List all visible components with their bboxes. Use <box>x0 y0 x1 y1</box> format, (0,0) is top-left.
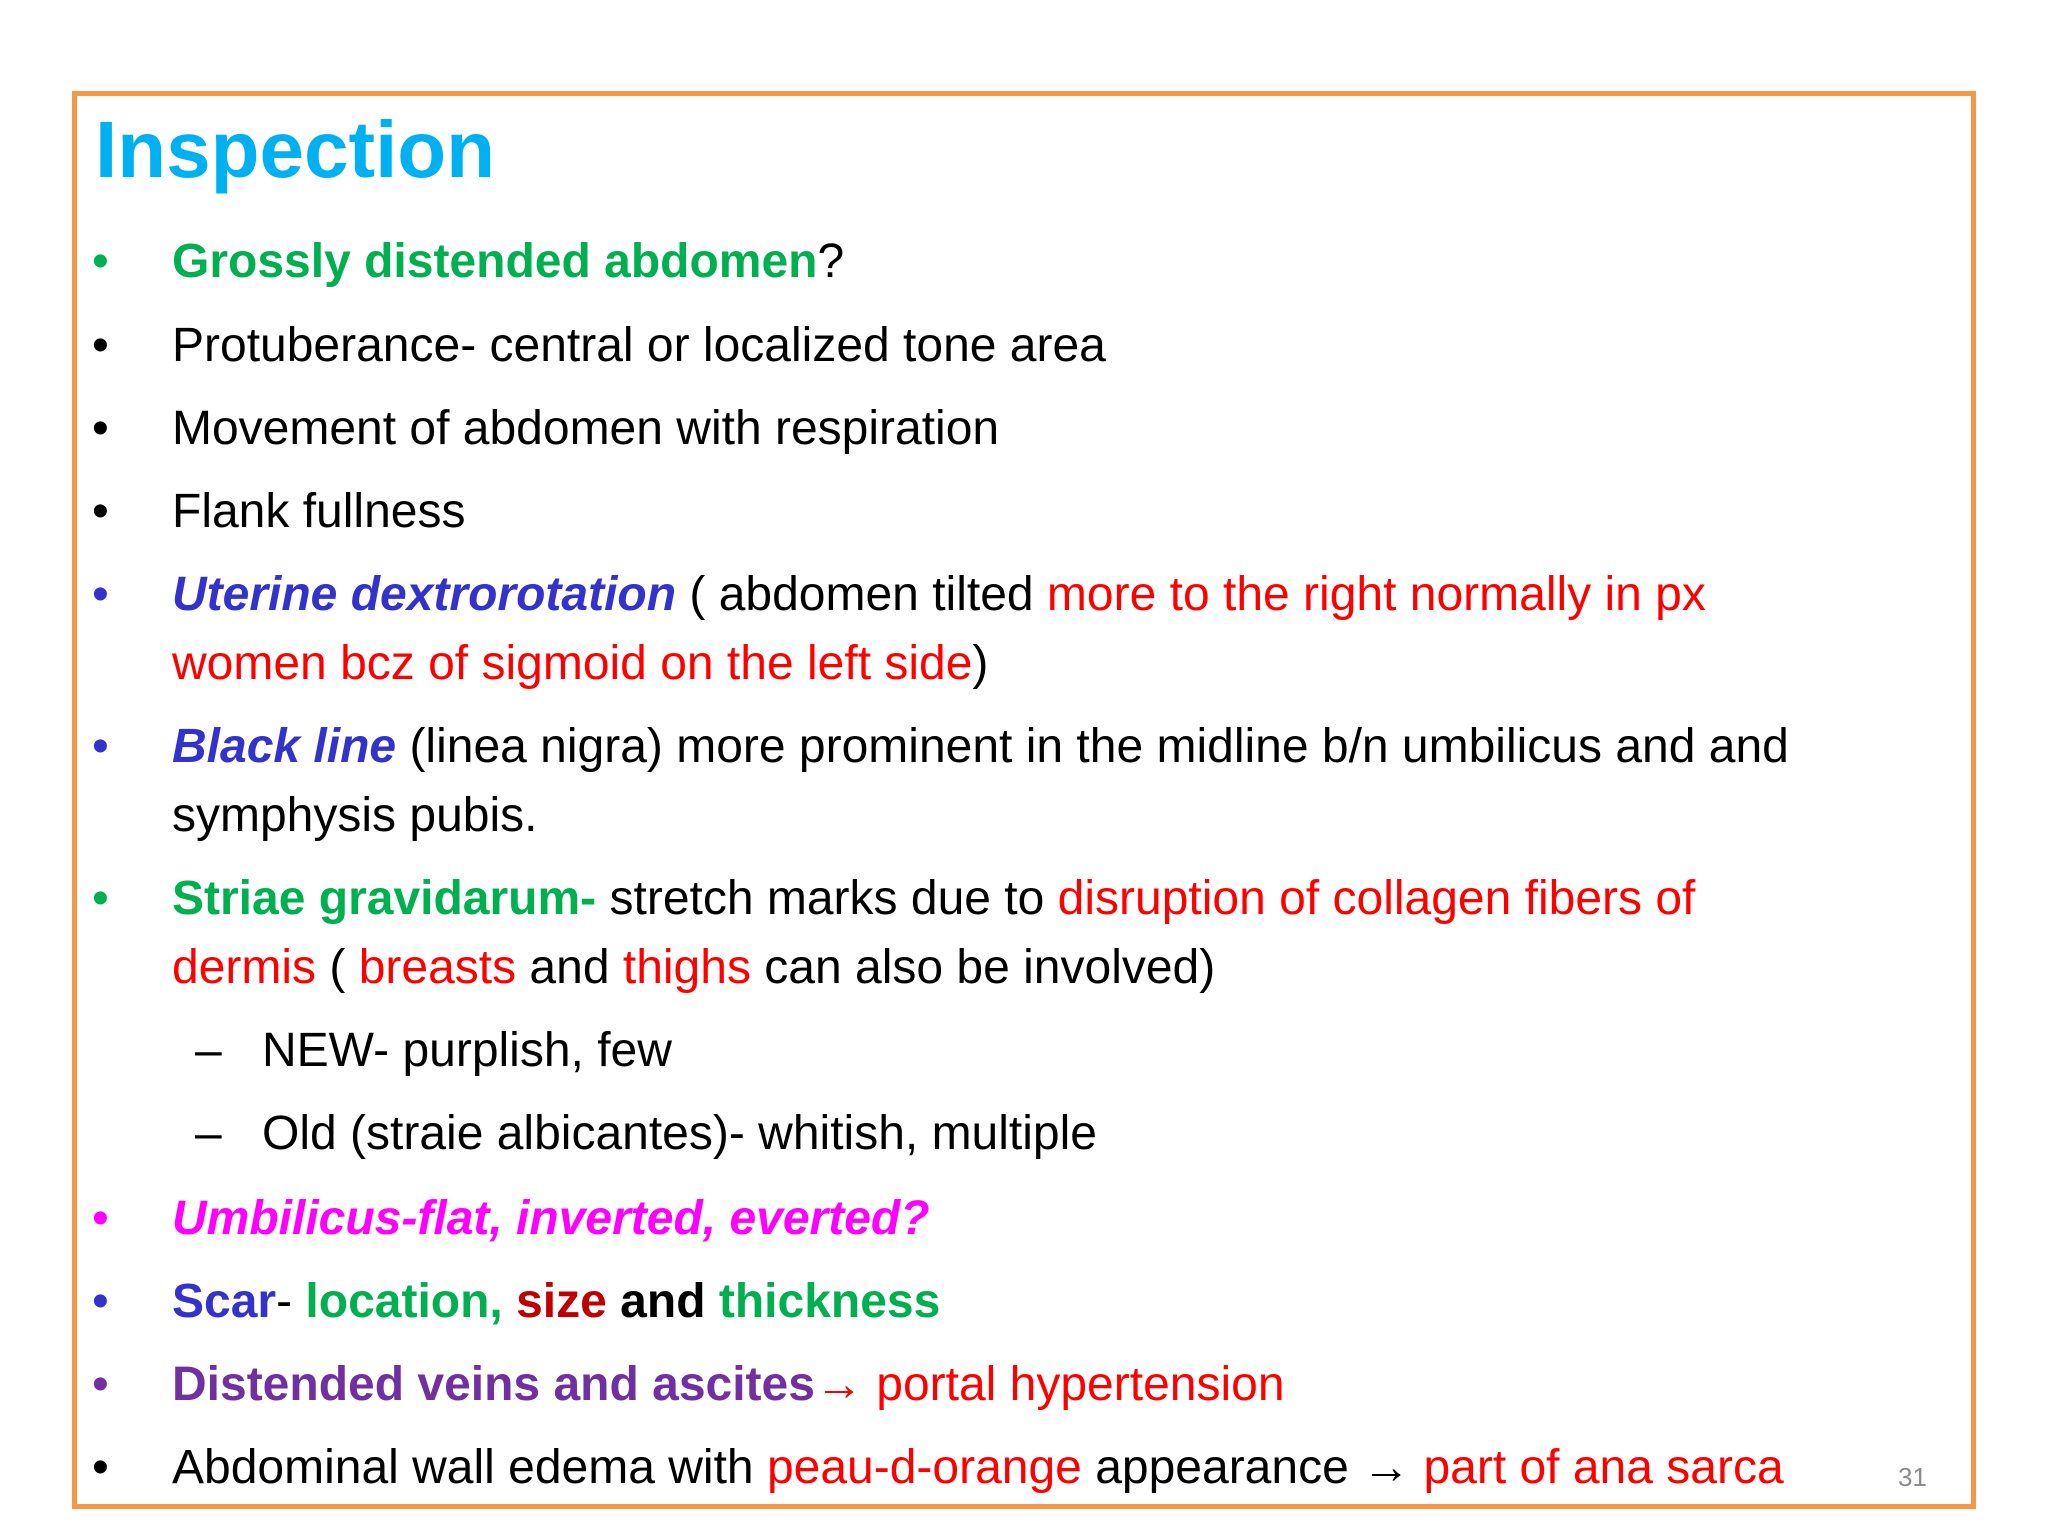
text-segment: thickness <box>718 1275 941 1328</box>
text-segment: part of ana sarca <box>1423 1441 1784 1494</box>
bullet-marker: • <box>92 319 109 372</box>
text-segment: symphysis pubis. <box>172 789 538 842</box>
text-segment: thighs <box>622 941 751 994</box>
text-segment: Uterine dextrorotation <box>172 568 677 621</box>
text-segment: ) <box>972 637 989 690</box>
bullet-marker: • <box>92 402 109 455</box>
bullet-text-line <box>172 713 1972 781</box>
text-segment: Striae gravidarum- <box>172 872 597 925</box>
text-segment: Flank fullness <box>172 485 466 538</box>
bullet-text-line <box>172 865 1972 933</box>
text-segment: - <box>276 1275 306 1328</box>
text-segment: more to the right normally in px <box>1046 568 1706 621</box>
bullet-marker: • <box>92 872 109 925</box>
text-segment: Abdominal wall edema with <box>172 1441 767 1494</box>
slide-number: 31 <box>1898 1462 1927 1492</box>
text-segment: ( <box>316 941 359 994</box>
slide-title: Inspection <box>95 105 496 194</box>
bullet-marker: • <box>92 720 109 773</box>
text-segment: disruption of collagen fibers of <box>1057 872 1696 925</box>
text-segment: and <box>606 1275 719 1328</box>
text-segment: Movement of abdomen with respiration <box>172 402 1000 455</box>
sub-bullet-dash: – <box>195 1024 222 1077</box>
text-segment: location, <box>305 1275 503 1328</box>
bullet-text-line <box>172 395 1972 463</box>
text-segment <box>503 1275 516 1328</box>
text-segment: stretch marks due to <box>596 872 1058 925</box>
bullet-marker: • <box>92 1192 109 1245</box>
text-segment: (linea nigra) more prominent in the midline b/n umbilicus and and <box>396 720 1789 773</box>
text-segment: and <box>516 941 623 994</box>
bullet-marker: • <box>92 1358 109 1411</box>
text-segment: Protuberance- central or localized tone area <box>172 319 1106 372</box>
bullet-marker: • <box>92 1441 109 1494</box>
bullet-marker: • <box>92 485 109 538</box>
bullet-text-line <box>172 312 1972 380</box>
text-segment: size <box>516 1275 607 1328</box>
bullet-marker: • <box>92 1275 109 1328</box>
text-segment: breasts <box>358 941 517 994</box>
text-segment: ? <box>817 235 845 288</box>
text-segment: appearance → <box>1081 1441 1424 1494</box>
sub-bullet-text: NEW- purplish, few <box>262 1024 672 1077</box>
text-segment: ( abdomen tilted <box>676 568 1047 621</box>
bullet-text-line <box>172 478 1972 546</box>
text-segment: portal hypertension <box>862 1358 1285 1411</box>
text-segment: Grossly distended abdomen <box>172 235 818 288</box>
text-segment: Black line <box>172 720 397 773</box>
text-segment: Umbilicus-flat, inverted, everted? <box>172 1192 930 1245</box>
text-segment: dermis <box>172 941 317 994</box>
text-segment: → <box>814 1358 863 1411</box>
text-segment: Scar <box>172 1275 277 1328</box>
bullet-marker: • <box>92 568 109 621</box>
bullet-text-line <box>172 228 1972 296</box>
bullet-text-line <box>172 1434 1972 1502</box>
sub-bullet-text: Old (straie albicantes)- whitish, multiple <box>262 1107 1097 1160</box>
bullet-text-line <box>172 1268 1972 1336</box>
text-segment: Distended veins and ascites <box>172 1358 815 1411</box>
bullet-text-line <box>172 1351 1972 1419</box>
bullet-text-line <box>172 934 1972 1002</box>
sub-bullet-dash: – <box>195 1107 222 1160</box>
bullet-text-line <box>172 561 1972 629</box>
bullet-marker: • <box>92 235 109 288</box>
text-segment: peau-d-orange <box>766 1441 1082 1494</box>
bullet-text-line <box>172 1185 1972 1253</box>
text-segment: can also be involved) <box>750 941 1216 994</box>
bullet-text-line <box>172 630 1972 698</box>
bullet-text-line <box>172 782 1972 850</box>
text-segment: women bcz of sigmoid on the left side <box>172 637 973 690</box>
